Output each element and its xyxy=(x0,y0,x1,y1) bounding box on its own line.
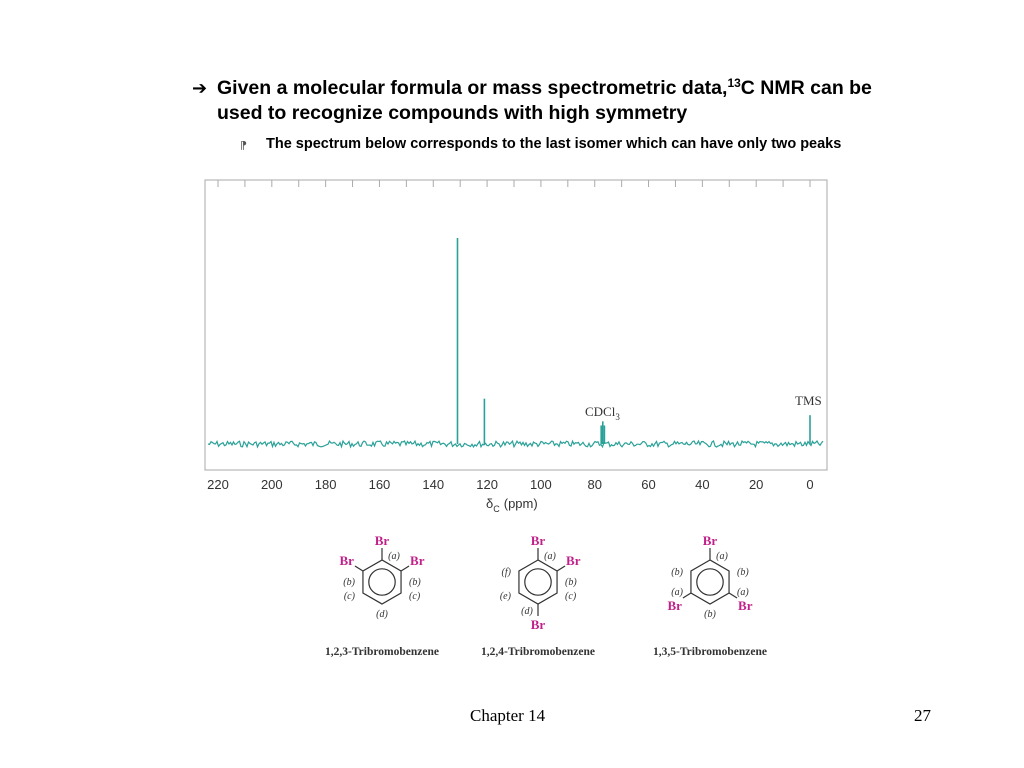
tick-label: 220 xyxy=(207,477,229,492)
bromine-label: Br xyxy=(667,598,682,613)
main-bullet xyxy=(192,76,912,126)
sub-bullet xyxy=(240,134,900,154)
axis-label-delta: δ xyxy=(486,496,494,511)
cdcl3-label xyxy=(585,404,620,422)
tms-label: TMS xyxy=(795,393,822,408)
superscript-13: 13 xyxy=(727,76,741,90)
bromine-label: Br xyxy=(339,553,354,568)
bromine-label: Br xyxy=(374,533,390,548)
page-number: 27 xyxy=(914,706,931,725)
tick-label: 180 xyxy=(314,477,337,492)
position-label: (b) xyxy=(409,577,421,588)
tribromobenzene-structures xyxy=(300,522,800,664)
bond xyxy=(401,566,409,571)
position-label: (a) xyxy=(671,587,683,598)
position-label: (b) xyxy=(343,577,355,588)
position-label: (a) xyxy=(716,551,728,562)
flag-bullet-icon: ⁋ xyxy=(240,140,247,152)
position-label: (d) xyxy=(521,606,533,617)
top-tick-marks xyxy=(218,180,810,187)
chapter-label: Chapter 14 xyxy=(470,706,546,725)
tick-label: 60 xyxy=(641,477,656,492)
aromatic-circle xyxy=(697,569,723,595)
tick-label: 0 xyxy=(806,477,814,492)
axis-label xyxy=(486,496,538,514)
axis-tick-labels xyxy=(207,477,813,492)
bromine-label: Br xyxy=(738,598,753,613)
position-label: (b) xyxy=(565,577,577,588)
sub-bullet-text: The spectrum below corresponds to the last isomer which can have only two peaks xyxy=(266,136,842,152)
structure-124-tribromobenzene xyxy=(481,533,595,658)
tick-label: 40 xyxy=(695,477,710,492)
nmr-spectrum xyxy=(190,172,840,517)
tick-label: 200 xyxy=(260,477,283,492)
tick-label: 20 xyxy=(748,477,764,492)
position-label: (c) xyxy=(409,591,421,602)
right-arrow-icon: ➔ xyxy=(192,78,208,98)
bromine-label: Br xyxy=(566,553,581,568)
tick-label: 100 xyxy=(530,477,552,492)
aromatic-circle xyxy=(525,569,551,595)
axis-label-sub: C xyxy=(493,504,500,514)
baseline-noise xyxy=(208,441,823,447)
cdcl3-label-main: CDCl xyxy=(585,404,616,419)
main-bullet-text xyxy=(192,76,912,126)
bond xyxy=(729,593,737,598)
bromine-label: Br xyxy=(530,617,546,632)
bromine-label: Br xyxy=(530,533,546,548)
structure-123-tribromobenzene xyxy=(325,533,439,658)
position-label: (a) xyxy=(388,551,400,562)
compound-name: 1,3,5-Tribromobenzene xyxy=(653,646,767,658)
tick-label: 80 xyxy=(587,477,602,492)
tick-label: 160 xyxy=(368,477,391,492)
bromine-label: Br xyxy=(410,553,425,568)
bromine-label: Br xyxy=(702,533,718,548)
main-bullet-text-part2: C NMR can be used to recognize compounds with high symmetry xyxy=(217,77,872,124)
bond xyxy=(557,566,565,571)
position-label: (c) xyxy=(565,591,577,602)
compound-name: 1,2,4-Tribromobenzene xyxy=(481,646,595,658)
position-label: (b) xyxy=(737,567,749,578)
position-label: (a) xyxy=(737,587,749,598)
position-label: (a) xyxy=(544,551,556,562)
bond xyxy=(355,566,363,571)
axis-label-unit: (ppm) xyxy=(503,496,538,511)
cdcl3-label-sub: 3 xyxy=(615,412,620,422)
spectrum-frame xyxy=(205,180,827,470)
bond xyxy=(683,593,691,598)
structure-135-tribromobenzene xyxy=(653,533,767,658)
position-label: (c) xyxy=(343,591,355,602)
position-label: (b) xyxy=(704,609,716,620)
aromatic-circle xyxy=(369,569,395,595)
main-bullet-text-part1: Given a molecular formula or mass spectrometric data, xyxy=(217,77,728,99)
position-label: (b) xyxy=(671,567,683,578)
peaks-group xyxy=(457,238,810,444)
tick-label: 120 xyxy=(476,477,498,492)
position-label: (d) xyxy=(376,609,388,620)
compound-name: 1,2,3-Tribromobenzene xyxy=(325,646,439,658)
position-label: (e) xyxy=(499,591,511,602)
tick-label: 140 xyxy=(422,477,445,492)
position-label: (f) xyxy=(501,567,511,578)
